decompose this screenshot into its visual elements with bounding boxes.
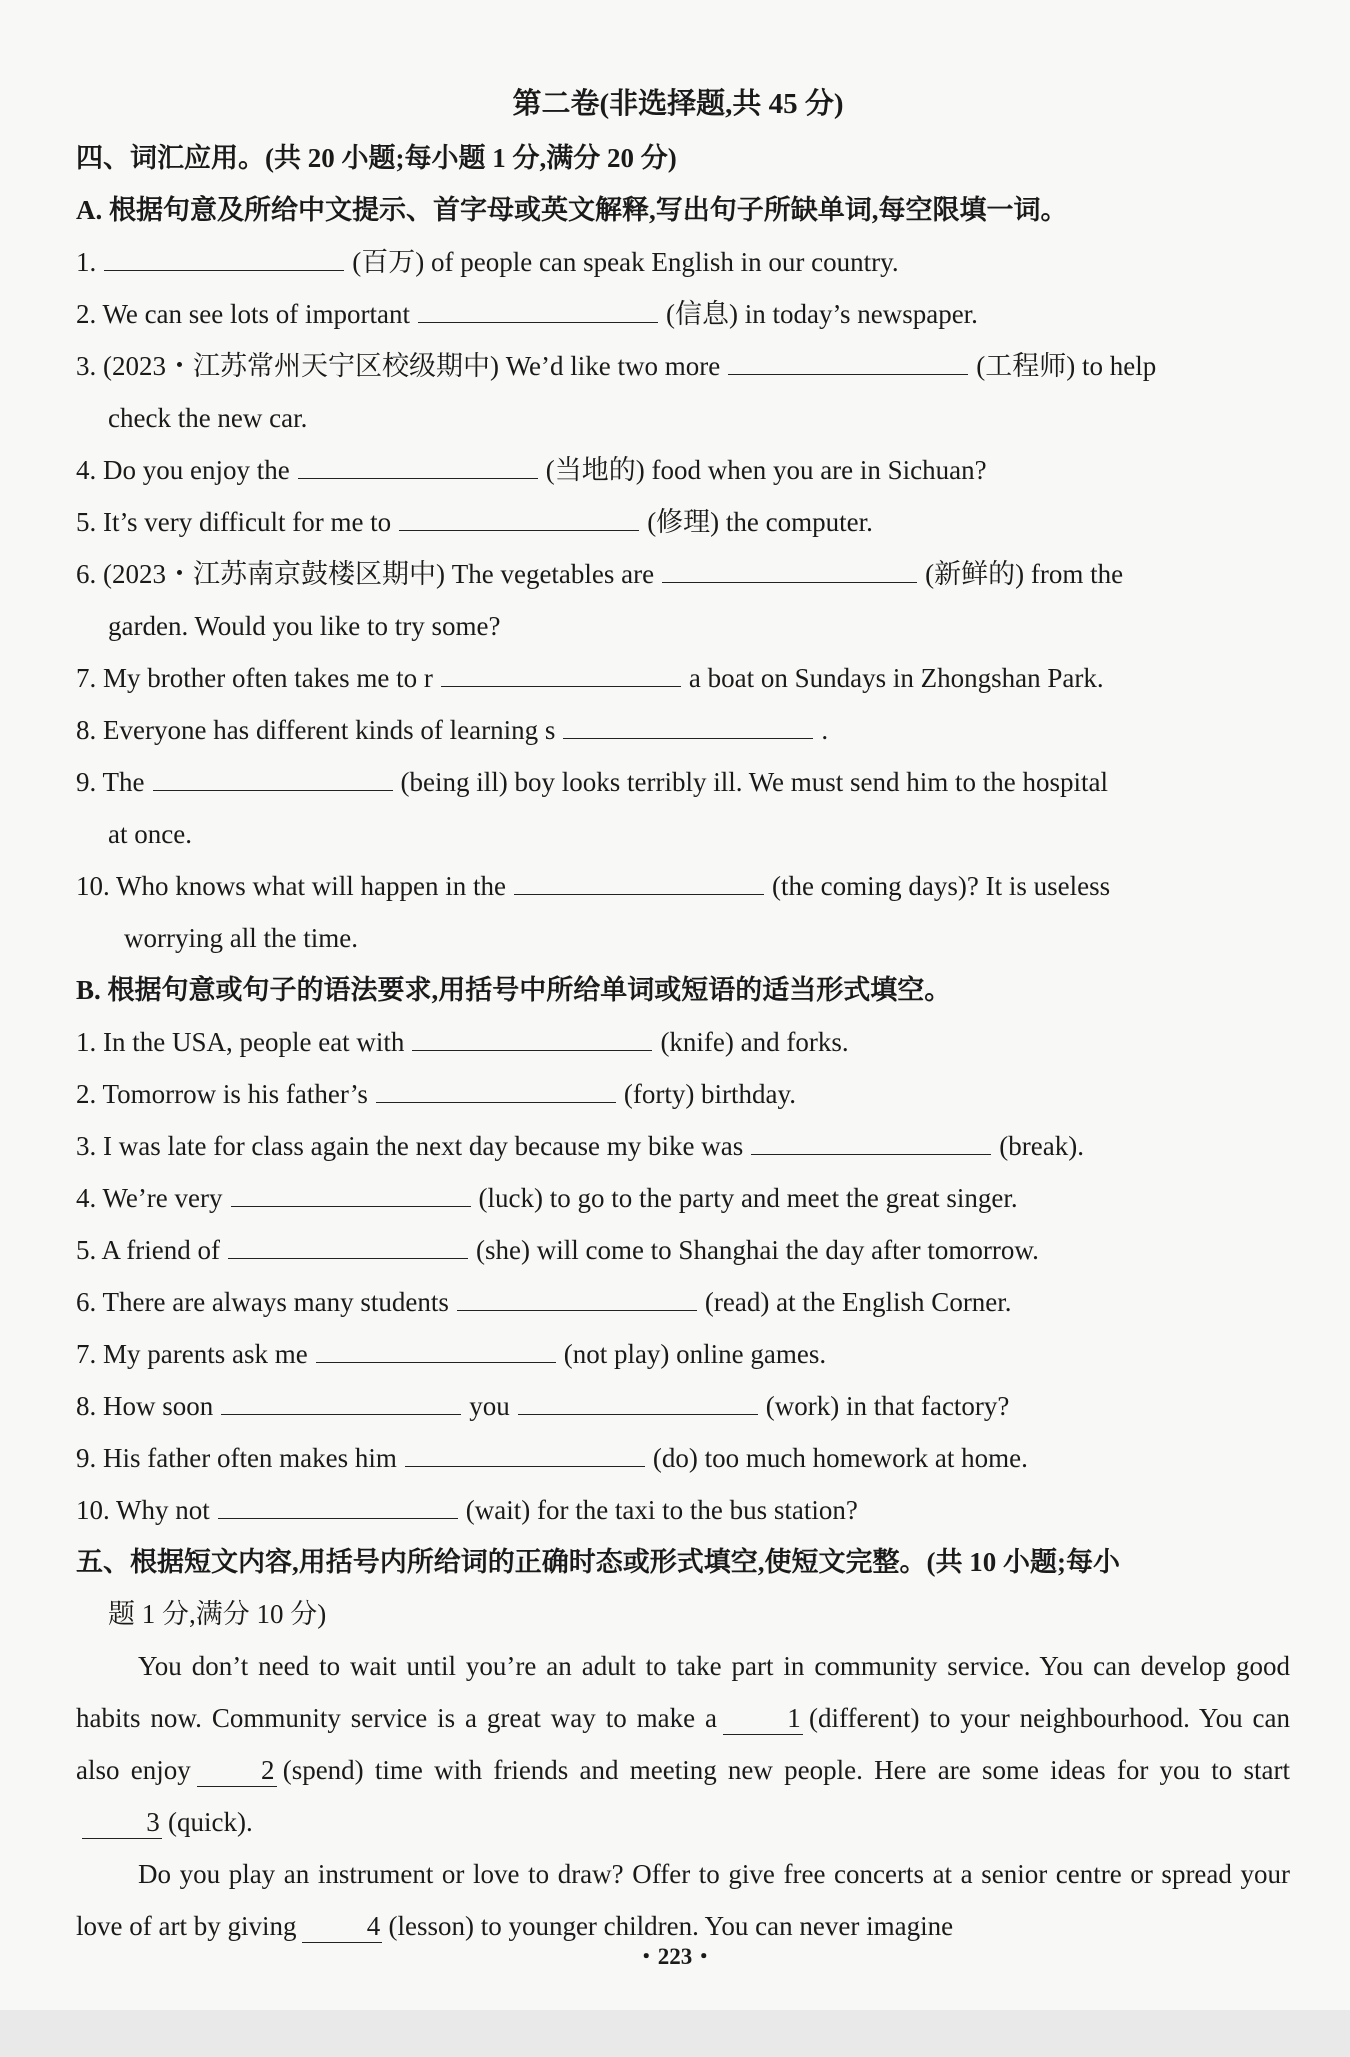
- passage-blank-2[interactable]: 2: [197, 1754, 277, 1787]
- passage-paragraph-2: Do you play an instrument or love to draw? Offer to give free concerts at a senior centre or spread your love of art by giving 4 (lesson) to younger children. You can never imagine: [76, 1848, 1290, 1952]
- answer-blank[interactable]: [376, 1074, 616, 1103]
- part-a-item-5: 5. It’s very difficult for me to (修理) the computer.: [76, 496, 1320, 548]
- answer-blank[interactable]: [662, 554, 917, 583]
- answer-blank[interactable]: [418, 294, 658, 323]
- answer-blank[interactable]: [228, 1230, 468, 1259]
- part-a-item-3-cont: check the new car.: [108, 403, 308, 433]
- part-a-item-9: 9. The (being ill) boy looks terribly ill. We must send him to the hospital: [76, 756, 1320, 808]
- answer-blank[interactable]: [412, 1022, 652, 1051]
- part-b-item-3: 3. I was late for class again the next day because my bike was (break).: [76, 1120, 1320, 1172]
- passage-paragraph-1: You don’t need to wait until you’re an adult to take part in community service. You can develop good habits now. Community service is a great way to make a 1 (different) to your neighbourhood. You can also enjoy 2 (spend) time with friends and meeting new people. Here are some ideas for you to start3 (quick).: [76, 1640, 1290, 1848]
- section-4-heading: 四、词汇应用。(共 20 小题;每小题 1 分,满分 20 分): [76, 143, 677, 173]
- answer-blank[interactable]: [399, 502, 639, 531]
- part-b-item-10: 10. Why not (wait) for the taxi to the bus station?: [76, 1484, 1320, 1536]
- part-a-item-10: 10. Who knows what will happen in the (the coming days)? It is useless: [76, 860, 1320, 912]
- answer-blank[interactable]: [751, 1126, 991, 1155]
- part-b-instruction: B. 根据句意或句子的语法要求,用括号中所给单词或短语的适当形式填空。: [76, 975, 952, 1005]
- answer-blank[interactable]: [563, 710, 813, 739]
- part-a-item-6: 6. (2023・江苏南京鼓楼区期中) The vegetables are (新鲜的) from the: [76, 548, 1320, 600]
- part-b-item-7: 7. My parents ask me (not play) online games.: [76, 1328, 1320, 1380]
- part-b-item-5: 5. A friend of (she) will come to Shanghai the day after tomorrow.: [76, 1224, 1320, 1276]
- part-a-item-2: 2. We can see lots of important (信息) in today’s newspaper.: [76, 288, 1320, 340]
- page-number: ・223・: [634, 1944, 716, 1969]
- part-a-item-1: 1. (百万) of people can speak English in our country.: [76, 236, 1320, 288]
- paper-title: 第二卷(非选择题,共 45 分): [512, 88, 844, 120]
- answer-blank[interactable]: [231, 1178, 471, 1207]
- part-b-item-2: 2. Tomorrow is his father’s (forty) birthday.: [76, 1068, 1320, 1120]
- part-a-item-8: 8. Everyone has different kinds of learning s .: [76, 704, 1320, 756]
- part-a-instruction: A. 根据句意及所给中文提示、首字母或英文解释,写出句子所缺单词,每空限填一词。: [76, 195, 1068, 225]
- answer-blank[interactable]: [457, 1282, 697, 1311]
- part-b-item-8: 8. How soon you (work) in that factory?: [76, 1380, 1320, 1432]
- passage-blank-3[interactable]: 3: [82, 1806, 162, 1839]
- passage-blank-4[interactable]: 4: [302, 1910, 382, 1943]
- part-b-item-6: 6. There are always many students (read) at the English Corner.: [76, 1276, 1320, 1328]
- answer-blank[interactable]: [298, 450, 538, 479]
- part-a-item-10-cont: worrying all the time.: [124, 923, 358, 953]
- passage-blank-1[interactable]: 1: [723, 1702, 803, 1735]
- answer-blank[interactable]: [104, 242, 344, 271]
- answer-blank[interactable]: [153, 762, 393, 791]
- answer-blank[interactable]: [514, 866, 764, 895]
- part-b-item-9: 9. His father often makes him (do) too much homework at home.: [76, 1432, 1320, 1484]
- part-a-item-3: 3. (2023・江苏常州天宁区校级期中) We’d like two more (工程师) to help: [76, 340, 1320, 392]
- part-b-item-4: 4. We’re very (luck) to go to the party and meet the great singer.: [76, 1172, 1320, 1224]
- answer-blank[interactable]: [441, 658, 681, 687]
- part-a-item-7: 7. My brother often takes me to r a boat on Sundays in Zhongshan Park.: [76, 652, 1320, 704]
- page-bottom-margin: [0, 2010, 1350, 2057]
- section-5-heading-line2: 题 1 分,满分 10 分): [108, 1599, 327, 1629]
- answer-blank[interactable]: [218, 1490, 458, 1519]
- part-b-item-1: 1. In the USA, people eat with (knife) and forks.: [76, 1016, 1320, 1068]
- answer-blank[interactable]: [316, 1334, 556, 1363]
- answer-blank[interactable]: [518, 1386, 758, 1415]
- part-a-item-4: 4. Do you enjoy the (当地的) food when you are in Sichuan?: [76, 444, 1320, 496]
- answer-blank[interactable]: [405, 1438, 645, 1467]
- section-5-heading-line1: 五、根据短文内容,用括号内所给词的正确时态或形式填空,使短文完整。(共 10 小题;每小: [76, 1547, 1120, 1577]
- part-a-item-9-cont: at once.: [108, 819, 192, 849]
- answer-blank[interactable]: [728, 346, 968, 375]
- answer-blank[interactable]: [221, 1386, 461, 1415]
- part-a-item-6-cont: garden. Would you like to try some?: [108, 611, 501, 641]
